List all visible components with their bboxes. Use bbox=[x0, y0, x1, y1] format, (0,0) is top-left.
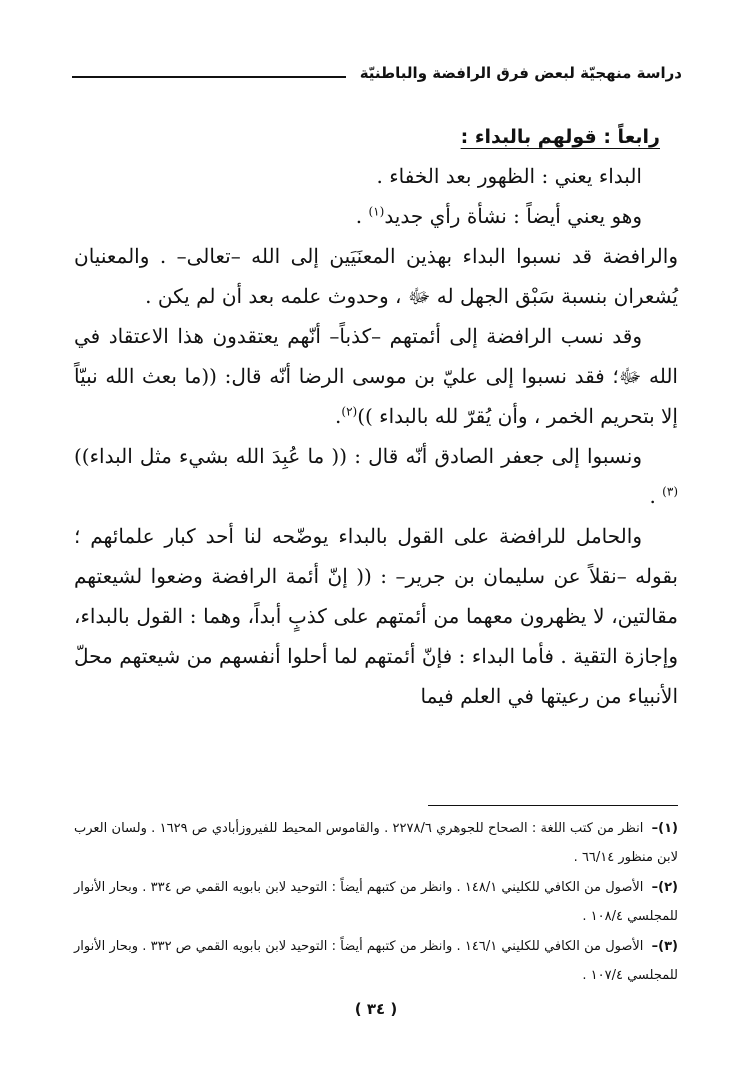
paragraph-2-tail: . bbox=[355, 204, 369, 228]
paragraph-4-text: وقد نسب الرافضة إلى أئمتهم –كذباً– أنّهم يعتقدون هذا الاعتقاد في الله ﷻ؛ فقد نسبوا إلى عليّ بن موسى الرضا أنّه قال: ((ما بعث الله نبيّاً إلا بتحريم الخمر ، وأن يُقرّ لله بالبداء )) bbox=[74, 324, 678, 428]
paragraph-5 bbox=[74, 436, 678, 516]
paragraph-5-text: ونسبوا إلى جعفر الصادق أنّه قال : (( ما عُبِدَ الله بشيء مثل البداء)) bbox=[74, 444, 642, 468]
footnote-1-text: انظر من كتب اللغة : الصحاح للجوهري ٢٢٧٨/٦ . والقاموس المحيط للفيروزأبادي ص ١٦٢٩ . ولسان العرب لابن منظور ٦٦/١٤ . bbox=[74, 821, 678, 865]
footnote-2-text: الأصول من الكافي للكليني ١٤٨/١ . وانظر من كتبهم أيضاً : التوحيد لابن بابويه القمي ص ٣٣٤ . وبحار الأنوار للمجلسي ١٠٨/٤ . bbox=[74, 880, 678, 924]
footnote-rule bbox=[428, 805, 678, 806]
paragraph-4-tail: . bbox=[335, 404, 342, 428]
footnote-1 bbox=[74, 814, 678, 872]
paragraph-3 bbox=[74, 236, 678, 316]
paragraph-6 bbox=[74, 516, 678, 716]
paragraph-5-tail: . bbox=[649, 484, 663, 508]
footnotes bbox=[74, 814, 678, 991]
footnote-3-number: (٣)– bbox=[651, 939, 678, 954]
paragraph-2-text: وهو يعني أيضاً : نشأة رأي جديد bbox=[384, 204, 642, 228]
footnote-2-number: (٢)– bbox=[651, 880, 678, 895]
paragraph-4 bbox=[74, 316, 678, 436]
footnote-ref-3[interactable]: (٣) bbox=[662, 484, 678, 499]
paragraph-6-text: والحامل للرافضة على القول بالبداء يوضّحه لنا أحد كبار علمائهم ؛ بقوله –نقلاً عن سليمان بن جرير– : (( إنّ أئمة الرافضة وضعوا لشيعتهم مقالتين، لا يظهرون معهما من أئمتهم على كذبٍ أبداً، وهما : القول بالبداء، وإجازة التقية . فأما البداء : فإنّ أئمتهم لما أحلوا أنفسهم من شيعتهم محلّ الأنبياء من رعيتها في العلم فيما bbox=[74, 524, 678, 708]
main-text bbox=[74, 122, 678, 716]
footnote-1-number: (١)– bbox=[651, 821, 678, 836]
footnote-2 bbox=[74, 873, 678, 931]
footnote-ref-1[interactable]: (١) bbox=[368, 204, 385, 219]
footnote-ref-2[interactable]: (٢) bbox=[341, 404, 358, 419]
footnote-3-text: الأصول من الكافي للكليني ١٤٦/١ . وانظر من كتبهم أيضاً : التوحيد لابن بابويه القمي ص ٣٣٢ . وبحار الأنوار للمجلسي ١٠٧/٤ . bbox=[74, 939, 678, 983]
paragraph-1 bbox=[74, 156, 678, 196]
footnote-3 bbox=[74, 932, 678, 990]
paragraph-2 bbox=[74, 196, 678, 236]
running-title: دراسة منهجيّة لبعض فرق الرافضة والباطنيّة bbox=[359, 64, 682, 82]
paragraph-1-text: البداء يعني : الظهور بعد الخفاء . bbox=[376, 164, 642, 188]
running-header bbox=[72, 58, 682, 88]
section-heading: رابعاً : قولهم بالبداء : bbox=[460, 126, 660, 148]
header-rule bbox=[72, 76, 346, 78]
paragraph-3-text: والرافضة قد نسبوا البداء بهذين المعنَيَين إلى الله –تعالى– . والمعنيان يُشعران بنسبة سَبْق الجهل له ﷻ ، وحدوث علمه بعد أن لم يكن . bbox=[74, 244, 678, 308]
page-number: ( ٣٤ ) bbox=[354, 1000, 398, 1018]
